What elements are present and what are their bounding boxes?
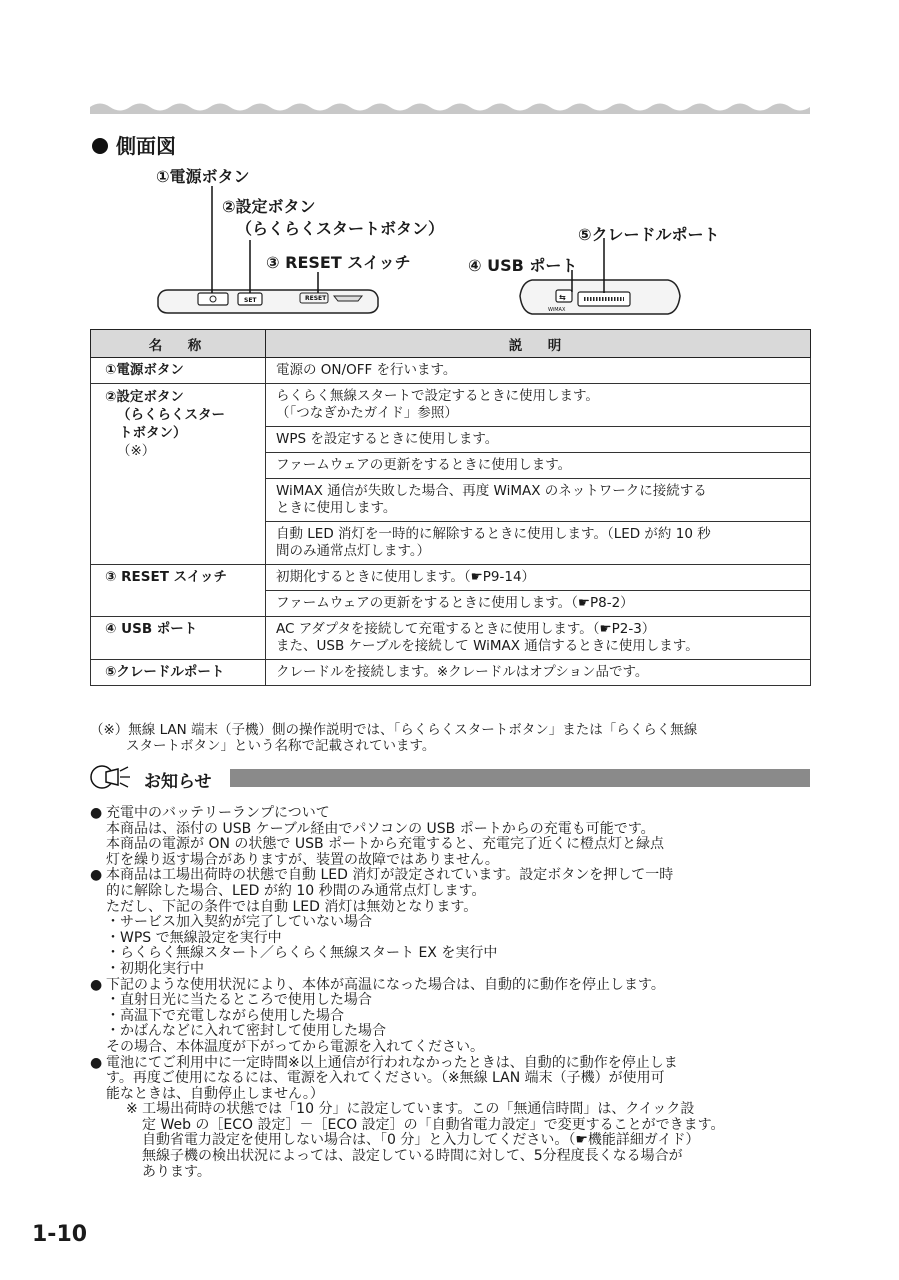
- row-desc: ファームウェアの更新をするときに使用します。: [266, 453, 811, 479]
- row-name: ④ USB ポート: [91, 617, 266, 660]
- notice-title-bar: [230, 769, 810, 787]
- cradle-port-shape: [578, 292, 630, 306]
- row-desc: 自動 LED 消灯を一時的に解除するときに使用します。（LED が約 10 秒 間のみ通常点灯します。）: [266, 522, 811, 565]
- row-name: ③ RESET スイッチ: [91, 565, 266, 617]
- notice-line: す。再度ご使用になるには、電源を入れてください。（※無線 LAN 端末（子機）が使用可: [106, 1070, 665, 1087]
- callout-cradle-port: ⑤クレードルポート: [578, 225, 720, 244]
- table-row: [91, 660, 811, 686]
- table-row: [91, 617, 811, 660]
- wimax-label: WiMAX: [548, 307, 566, 313]
- notice-line: ・初期化実行中: [106, 960, 204, 977]
- notice-line: ・らくらく無線スタート／らくらく無線スタート EX を実行中: [106, 945, 498, 962]
- notice-line: ● 本商品は工場出荷時の状態で自動 LED 消灯が設定されています。設定ボタンを押して一時: [90, 868, 820, 884]
- notice-flashlight-icon: [90, 763, 138, 791]
- notice-line: ・WPS で無線設定を実行中: [106, 929, 282, 946]
- notice-line: ● 下記のような使用状況により、本体が高温になった場合は、自動的に動作を停止します。: [90, 978, 820, 994]
- notice-header: [90, 763, 812, 791]
- notice-title: お知らせ: [144, 772, 212, 792]
- notice-line: 本商品の電源が ON の状態で USB ポートから充電すると、充電完了近くに橙点灯と緑点: [106, 836, 665, 853]
- notice-line: ● 充電中のバッテリーランプについて: [90, 806, 820, 822]
- row-name: ⑤クレードルポート: [91, 660, 266, 686]
- page-number: 1-10: [32, 1222, 88, 1247]
- callout-settings-button: ②設定ボタン: [222, 197, 316, 216]
- notice-line: 定 Web の［ECO 設定］－［ECO 設定］の「自動省電力設定」で変更することができます。: [142, 1116, 725, 1133]
- row-desc: WiMAX 通信が失敗した場合、再度 WiMAX のネットワークに接続する ときに使用します。: [266, 479, 811, 522]
- callout-power-button: ①電源ボタン: [156, 167, 250, 186]
- table-footnote: （※）無線 LAN 端末（子機）側の操作説明では、「らくらくスタートボタン」または「らくらく無線 スタートボタン」という名称で記載されています。: [90, 722, 698, 754]
- notice-body: [90, 806, 820, 1180]
- row-name: ①電源ボタン: [91, 358, 266, 384]
- row-desc: 初期化するときに使用します。（☛P9-14）: [266, 565, 811, 591]
- table-row: [91, 565, 811, 591]
- row-desc: ファームウェアの更新をするときに使用します。（☛P8-2）: [266, 591, 811, 617]
- row-desc: らくらく無線スタートで設定するときに使用します。 （「つなぎかたガイド」参照）: [266, 384, 811, 427]
- notice-line: ・サービス加入契約が完了していない場合: [106, 914, 372, 931]
- table-row: [91, 384, 811, 427]
- notice-line: ・直射日光に当たるところで使用した場合: [106, 992, 372, 1009]
- notice-line: 的に解除した場合、LED が約 10 秒間のみ通常点灯します。: [106, 882, 486, 899]
- notice-line: 本商品は、添付の USB ケーブル経由でパソコンの USB ポートからの充電も可能です。: [106, 820, 655, 837]
- callout-usb-port: ④ USB ポート: [468, 256, 578, 275]
- callout-reset-switch: ③ RESET スイッチ: [266, 253, 411, 272]
- notice-line: ● 電池にてご利用中に一定時間※以上通信が行われなかったときは、自動的に動作を停止しま: [90, 1056, 820, 1072]
- col-header-desc: 説 明: [266, 330, 811, 358]
- section-title: 側面図: [92, 130, 176, 159]
- notice-line: ・高温下で充電しながら使用した場合: [106, 1007, 344, 1024]
- col-header-name: 名 称: [91, 330, 266, 358]
- spec-table: [90, 329, 811, 686]
- notice-line: あります。: [142, 1163, 211, 1180]
- reset-switch-label: RESET: [305, 295, 327, 302]
- usb-symbol-icon: ⇆: [559, 293, 566, 302]
- notice-line: 無線子機の検出状況によっては、設定している時間に対して、5分程度長くなる場合が: [142, 1148, 683, 1165]
- callout-settings-button-sub: （らくらくスタートボタン）: [236, 219, 445, 238]
- notice-line: ・かばんなどに入れて密封して使用した場合: [106, 1023, 386, 1040]
- table-row: [91, 358, 811, 384]
- notice-line: 灯を繰り返す場合がありますが、装置の故障ではありません。: [106, 851, 499, 868]
- device-side-diagram: [0, 0, 899, 330]
- row-desc: 電源の ON/OFF を行います。: [266, 358, 811, 384]
- row-desc: クレードルを接続します。※クレードルはオプション品です。: [266, 660, 811, 686]
- row-desc: AC アダプタを接続して充電するときに使用します。（☛P2-3） また、USB ケーブルを接続して WiMAX 通信するときに使用します。: [266, 617, 811, 660]
- power-button-shape: [198, 293, 228, 305]
- row-desc: WPS を設定するときに使用します。: [266, 427, 811, 453]
- notice-line: ただし、下記の条件では自動 LED 消灯は無効となります。: [106, 898, 478, 915]
- notice-line: その場合、本体温度が下がってから電源を入れてください。: [106, 1038, 484, 1055]
- notice-line: 能なときは、自動停止しません。）: [106, 1085, 324, 1102]
- set-button-label: SET: [244, 297, 257, 304]
- notice-line: ※ 工場出荷時の状態では「10 分」に設定しています。この「無通信時間」は、クイック設: [126, 1101, 695, 1118]
- notice-line: 自動省電力設定を使用しない場合は、「0 分」と入力してください。（☛機能詳細ガイド）: [142, 1132, 700, 1149]
- table-header-row: [91, 330, 811, 358]
- row-name: ②設定ボタン （らくらくスター トボタン） （※）: [91, 384, 266, 565]
